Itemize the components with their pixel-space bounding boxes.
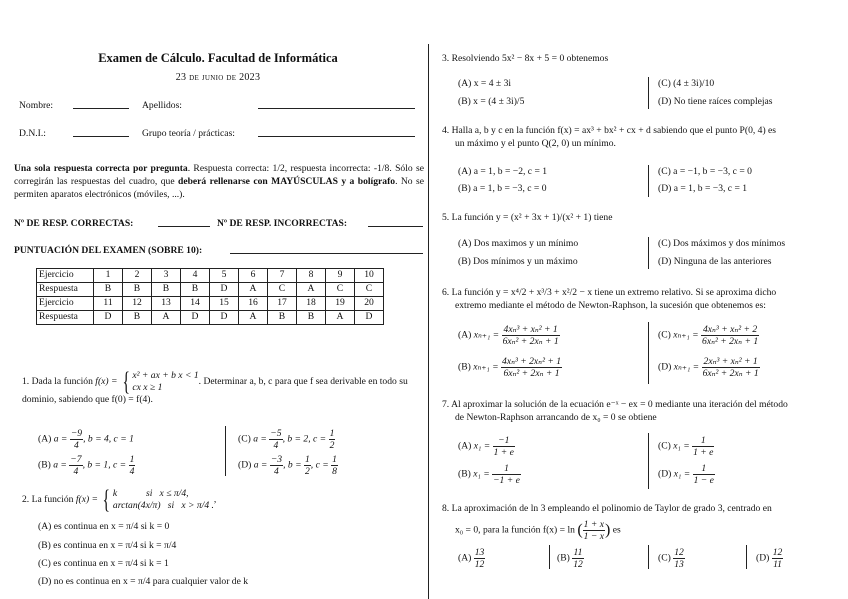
q2-option-b[interactable]: (B) es continua en x = π/4 si k = π/4 (38, 540, 177, 551)
q8-line2-post: es (612, 524, 621, 536)
answer-cell[interactable]: D (181, 310, 210, 324)
q6-option-c[interactable] (658, 324, 759, 347)
q1-c-frac2 (329, 428, 336, 451)
q7-line2: de Newton-Raphson arrancando de x₀ = 0 se obtiene (455, 411, 657, 423)
q7-b-lhs: x₁ = (473, 468, 490, 480)
q4-line1: 4. Halla a, b y c en la función f(x) = ax³ + bx² + cx + d sabiendo que el punto P(0, 4) es (442, 125, 777, 136)
q8-option-c[interactable] (658, 547, 685, 570)
answer-cell[interactable]: B (268, 310, 297, 324)
q1-a-den: 4 (70, 439, 83, 451)
answer-table-response-row-2 (37, 310, 384, 324)
nombre-label: Nombre: (19, 100, 54, 111)
q6-d-num: 2xₙ³ + xₙ² + 1 (703, 356, 758, 367)
q7-a-label: (A) (458, 440, 472, 452)
q1-b-frac2 (129, 454, 136, 477)
q7-d-num: 1 (701, 463, 707, 474)
q6-line1: 6. La función y = x⁴/2 + x³/3 + x²/2 − x tiene un extremo relativo. Si se aproxima dicho (442, 287, 777, 298)
question-3: 3. Resolviendo 5x² − 8x + 5 = 0 obtenemos (442, 53, 609, 64)
q6-c-frac (701, 324, 759, 347)
q7-b-frac (492, 463, 521, 486)
ex-num: 20 (355, 296, 384, 310)
answer-cell[interactable]: A (326, 310, 355, 324)
q8-line2-den: 1 − x (583, 530, 604, 542)
apellidos-label: Apellidos: (142, 100, 182, 111)
q1-fx: f(x) = (95, 376, 118, 388)
q1-d-mid: , b = (283, 459, 302, 471)
q8-c-frac (673, 547, 685, 570)
q7-option-d[interactable] (658, 463, 715, 486)
dni-label: D.N.I.: (19, 128, 46, 139)
q3-option-c[interactable]: (C) (4 ± 3i)/10 (658, 78, 715, 89)
q5-option-d[interactable]: (D) Ninguna de las anteriores (658, 256, 772, 267)
q1-d-frac (270, 454, 283, 477)
q1-b-pre: a = (53, 459, 67, 471)
q1-b-den2: 4 (129, 466, 135, 477)
answer-cell[interactable]: A (297, 282, 326, 296)
q6-line2: extremo mediante el método de Newton-Raphson, la sucesión que obtenemos es: (455, 299, 766, 311)
q1-a-post: , b = 4, c = 1 (83, 433, 134, 445)
instructions (14, 163, 424, 202)
q2-fx: f(x) = (75, 494, 99, 506)
column-divider (428, 44, 429, 599)
instructions-bold-1: Una sola respuesta correcta por pregunta (14, 163, 188, 174)
apellidos-field[interactable] (258, 100, 415, 109)
answer-cell[interactable]: C (268, 282, 297, 296)
q8-divider-2 (648, 545, 649, 569)
q1-d-den: 4 (270, 465, 283, 477)
ex-num: 6 (239, 269, 268, 283)
q8-a-num: 13 (474, 547, 485, 558)
ex-num: 1 (94, 269, 123, 283)
answer-table-header-row-2 (37, 296, 384, 310)
score-field[interactable] (230, 245, 423, 254)
q6-a-frac (502, 324, 560, 347)
q8-divider-1 (549, 545, 550, 569)
q8-line2-num: 1 + x (583, 518, 604, 530)
ex-num: 12 (123, 296, 152, 310)
ejercicio-label: Ejercicio (37, 269, 94, 283)
q7-c-label: (C) (658, 440, 671, 452)
q7-d-label: (D) (658, 468, 672, 480)
ex-num: 7 (268, 269, 297, 283)
answer-cell[interactable]: B (123, 310, 152, 324)
q1-text2: . Determinar a, b, c para que f sea derivable en todo su dominio, sabiendo que f(0) = f(4). (22, 376, 408, 405)
q1-option-d[interactable] (238, 454, 338, 477)
q1-d-mid2: , c = (310, 459, 329, 471)
ex-num: 15 (210, 296, 239, 310)
ex-num: 9 (326, 269, 355, 283)
q7-line1: 7. Al aproximar la solución de la ecuación e⁻ˣ − ex = 0 mediante una iteración del método (442, 399, 788, 410)
ex-num: 10 (355, 269, 384, 283)
q1-c-den2: 2 (329, 440, 335, 451)
incorrect-count-field[interactable] (368, 218, 423, 227)
q8-d-frac (772, 547, 784, 570)
q5-option-b[interactable]: (B) Dos mínimos y un máximo (458, 256, 578, 267)
q1-b-den: 4 (69, 465, 82, 477)
q8-line2-frac (583, 519, 605, 542)
q1-b-label: (B) (38, 459, 51, 471)
q8-c-den: 13 (674, 559, 684, 570)
q6-a-num: 4xₙ³ + xₙ² + 1 (503, 324, 558, 335)
q2-intro: La función (31, 494, 74, 506)
answer-cell[interactable]: B (123, 282, 152, 296)
q1-c-frac (269, 428, 282, 451)
q8-d-den: 11 (773, 559, 782, 570)
q6-b-frac (501, 356, 562, 379)
correct-count-label: Nº DE RESP. CORRECTAS: (14, 218, 134, 229)
q4-option-c[interactable]: (C) a = −1, b = −3, c = 0 (658, 166, 752, 177)
ex-num: 16 (239, 296, 268, 310)
q2-num: 2. (22, 494, 30, 506)
q1-brace: { (122, 367, 130, 396)
q8-c-label: (C) (658, 552, 671, 564)
q7-option-divider (648, 433, 649, 489)
q6-b-label: (B) (458, 361, 471, 373)
q1-a-pre: a = (53, 433, 68, 445)
q6-option-a[interactable] (458, 324, 560, 347)
q1-option-c[interactable] (238, 428, 335, 451)
answer-cell[interactable]: A (239, 282, 268, 296)
exam-date: 23 de junio de 2023 (175, 72, 261, 83)
q8-d-num: 12 (772, 547, 783, 558)
q1-cases (132, 370, 198, 394)
q4-option-d[interactable]: (D) a = 1, b = −3, c = 1 (658, 183, 748, 194)
nombre-field[interactable] (73, 100, 129, 109)
q1-d-num2: 1 (304, 454, 310, 465)
q8-option-b[interactable] (557, 547, 584, 570)
q6-c-den: 6xₙ² + 2xₙ + 1 (702, 336, 759, 347)
q1-d-pre: a = (253, 459, 268, 471)
q2-case1: k si x ≤ π/4, (112, 488, 189, 499)
q6-d-den: 6xₙ² + 2xₙ + 1 (702, 368, 759, 379)
q1-a-frac (70, 428, 83, 451)
q4-option-b[interactable]: (B) a = 1, b = −3, c = 0 (458, 183, 547, 194)
q6-option-d[interactable] (658, 356, 760, 379)
q6-b-den: 6xₙ² + 2xₙ + 1 (501, 367, 562, 379)
q5-option-a[interactable]: (A) Dos maximos y un mínimo (458, 238, 579, 249)
q8-a-den: 12 (474, 559, 485, 570)
q1-intro: Dada la función (31, 376, 93, 388)
q1-d-num: −3 (270, 454, 283, 465)
ex-num: 14 (181, 296, 210, 310)
q7-a-lhs: x₁ = (473, 440, 491, 452)
q8-option-d[interactable] (756, 547, 783, 570)
q8-line1: 8. La aproximación de ln 3 empleando el polinomio de Taylor de grado 3, centrado en (442, 503, 772, 514)
question-1 (22, 367, 422, 407)
answer-cell[interactable]: B (181, 282, 210, 296)
q1-c-mid: , b = 2, c = (282, 433, 327, 445)
q7-d-den: 1 − e (693, 475, 714, 486)
respuesta-label: Respuesta (37, 310, 94, 324)
q2-brace: { (102, 485, 111, 514)
q8-line2-pre: x₀ = 0, para la función f(x) = ln (455, 524, 575, 536)
q2-tail: , (213, 494, 217, 506)
q8-b-frac (572, 547, 584, 570)
q7-d-frac (693, 463, 715, 486)
answer-cell[interactable]: D (210, 282, 239, 296)
q7-c-frac (692, 435, 714, 458)
q8-divider-3 (746, 545, 747, 569)
q1-d-den3: 8 (332, 466, 337, 477)
q2-cases (112, 488, 217, 512)
q6-d-lhs: xₙ₊₁ = (673, 361, 700, 373)
grupo-field[interactable] (258, 128, 415, 137)
question-2 (22, 485, 422, 514)
answer-cell[interactable]: A (239, 310, 268, 324)
q7-d-lhs: x₁ = (673, 468, 691, 480)
ex-num: 19 (326, 296, 355, 310)
q3-option-divider (648, 77, 649, 109)
q1-a-num: −9 (70, 428, 83, 439)
q7-c-lhs: x₁ = (673, 440, 690, 452)
q7-b-den: −1 + e (493, 475, 520, 486)
ex-num: 3 (152, 269, 181, 283)
answer-cell[interactable]: B (152, 282, 181, 296)
q1-a-label: (A) (38, 433, 52, 445)
q7-a-num: −1 (498, 435, 510, 446)
correct-count-field[interactable] (158, 218, 210, 227)
q2-option-d[interactable]: (D) no es continua en x = π/4 para cualquier valor de k (38, 576, 249, 587)
q7-a-den: 1 + e (493, 447, 514, 458)
q1-d-label: (D) (238, 459, 252, 471)
q5-option-divider (648, 237, 649, 269)
score-label: PUNTUACIÓN DEL EXAMEN (SOBRE 10): (14, 245, 203, 256)
q7-c-num: 1 (700, 435, 706, 446)
q6-c-label: (C) (658, 329, 671, 341)
q1-c-num: −5 (270, 428, 282, 439)
q6-a-den: 6xₙ² + 2xₙ + 1 (502, 336, 559, 347)
question-6 (442, 287, 776, 313)
q2-option-c[interactable]: (C) es continua en x = π/4 si k = 1 (38, 558, 169, 569)
q6-a-lhs: xₙ₊₁ = (473, 329, 500, 341)
q1-case2: cx x ≥ 1 (132, 382, 163, 393)
q1-option-b[interactable] (38, 454, 135, 477)
q8-paren-close: ) (605, 521, 611, 539)
answer-cell[interactable]: C (326, 282, 355, 296)
q7-option-c[interactable] (658, 435, 714, 458)
q8-b-label: (B) (557, 552, 570, 564)
instructions-text-1: . Respuesta correcta: 1/2, respuesta incorrecta: -1/8. Sólo se corregirán las respuestas del cuadro, que (14, 163, 424, 187)
q7-b-label: (B) (458, 468, 471, 480)
q1-d-frac3 (331, 454, 338, 477)
q8-paren-open: ( (577, 521, 583, 539)
ex-num: 11 (94, 296, 123, 310)
q4-line2: un máximo y el punto Q(2, 0) un mínimo. (455, 137, 616, 149)
answer-cell[interactable]: D (355, 310, 384, 324)
q8-a-frac (474, 547, 486, 570)
ex-num: 5 (210, 269, 239, 283)
q1-b-num: −7 (70, 454, 82, 465)
q1-b-mid: , b = 1, c = (82, 459, 127, 471)
grupo-label: Grupo teoría / prácticas: (142, 128, 235, 139)
instructions-bold-2: deberá rellenarse con MAYÚSCULAS y a bolígrafo (177, 175, 396, 187)
respuesta-label: Respuesta (37, 282, 94, 296)
q6-a-label: (A) (458, 329, 472, 341)
instructions-text-2: . No se permiten aparatos electrónicos (móviles, ...). (14, 175, 424, 200)
q8-line2 (442, 519, 772, 542)
answer-cell[interactable]: D (94, 310, 123, 324)
q6-c-num: 4xₙ³ + xₙ² + 2 (702, 324, 758, 335)
answer-cell[interactable]: C (355, 282, 384, 296)
q1-c-pre: a = (253, 433, 267, 445)
q8-option-a[interactable] (458, 547, 485, 570)
answer-table (36, 268, 384, 325)
q1-d-frac2 (304, 454, 311, 477)
answer-cell[interactable]: B (94, 282, 123, 296)
answer-table-response-row-1 (37, 282, 384, 296)
q1-c-num2: 1 (329, 428, 335, 439)
q7-c-den: 1 + e (693, 447, 714, 458)
q5-option-c[interactable]: (C) Dos máximos y dos mínimos (658, 238, 786, 249)
ejercicio-label: Ejercicio (37, 296, 94, 310)
question-4 (442, 125, 776, 151)
q7-b-num: 1 (504, 463, 509, 474)
q6-option-divider (648, 322, 649, 384)
q4-option-a[interactable]: (A) a = 1, b = −2, c = 1 (458, 166, 548, 177)
q1-d-num3: 1 (332, 454, 337, 465)
q1-b-frac (69, 454, 82, 477)
ex-num: 8 (297, 269, 326, 283)
q8-b-num: 11 (573, 547, 583, 558)
q1-num: 1. (22, 376, 30, 388)
ex-num: 17 (268, 296, 297, 310)
q6-b-num: 4xₙ³ + 2xₙ² + 1 (502, 356, 562, 367)
ex-num: 4 (181, 269, 210, 283)
q6-b-lhs: xₙ₊₁ = (473, 361, 499, 373)
answer-table-header-row-1 (37, 269, 384, 283)
dni-field[interactable] (73, 128, 129, 137)
question-5: 5. La función y = (x² + 3x + 1)/(x² + 1) tiene (442, 212, 613, 223)
q2-option-a[interactable]: (A) es continua en x = π/4 si k = 0 (38, 521, 170, 532)
q8-b-den: 12 (573, 559, 583, 570)
q1-b-num2: 1 (129, 454, 135, 465)
answer-cell[interactable]: A (152, 310, 181, 324)
q1-case1: x² + ax + b x < 1 (132, 370, 199, 381)
answer-cell[interactable]: D (210, 310, 239, 324)
ex-num: 2 (123, 269, 152, 283)
q1-option-a[interactable] (38, 428, 134, 451)
ex-num: 13 (152, 296, 181, 310)
q7-a-frac (493, 435, 515, 458)
exam-title: Examen de Cálculo. Facultad de Informática (98, 51, 338, 65)
q7-option-a[interactable] (458, 435, 515, 458)
incorrect-count-label: Nº DE RESP. INCORRECTAS: (217, 218, 348, 229)
question-8 (442, 503, 772, 542)
q3-option-a[interactable]: (A) x = 4 ± 3i (458, 78, 512, 89)
q6-d-label: (D) (658, 361, 672, 373)
ex-num: 18 (297, 296, 326, 310)
q6-option-b[interactable] (458, 356, 562, 379)
q3-option-b[interactable]: (B) x = (4 ± 3i)/5 (458, 96, 525, 107)
q8-d-label: (D) (756, 552, 770, 564)
q8-a-label: (A) (458, 552, 472, 564)
q6-c-lhs: xₙ₊₁ = (673, 329, 699, 341)
q1-option-divider (225, 426, 226, 476)
q4-option-divider (648, 165, 649, 197)
q8-c-num: 12 (674, 547, 684, 558)
q7-option-b[interactable] (458, 463, 521, 486)
answer-cell[interactable]: B (297, 310, 326, 324)
q3-option-d[interactable]: (D) No tiene raíces complejas (658, 96, 773, 107)
q1-c-den: 4 (269, 439, 282, 451)
q2-case2: arctan(4x/π) si x > π/4 . (112, 500, 214, 511)
q1-d-den2: 2 (304, 466, 310, 477)
q1-c-label: (C) (238, 433, 251, 445)
q6-d-frac (702, 356, 760, 379)
question-7 (442, 399, 788, 425)
